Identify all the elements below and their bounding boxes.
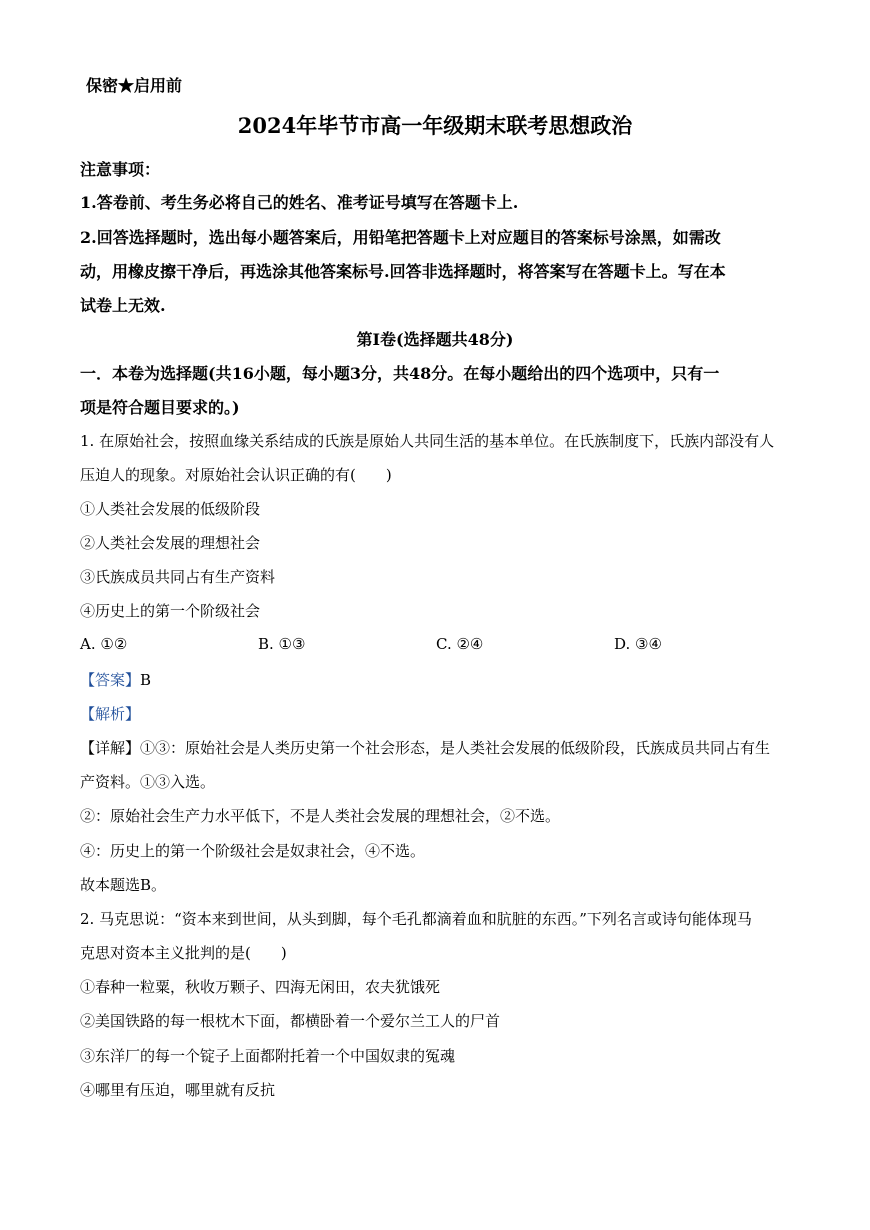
section-desc-line-2: 项是符合题目要求的。)	[80, 398, 240, 417]
answer-value: B	[140, 671, 152, 689]
notice-item-1: 1.答卷前、考生务必将自己的姓名、准考证号填写在答题卡上.	[80, 193, 519, 212]
q2-statement-2: ②美国铁路的每一根枕木下面，都横卧着一个爱尔兰工人的尸首	[80, 1012, 501, 1030]
q2-statement-3: ③东洋厂的每一个锭子上面都附托着一个中国奴隶的冤魂	[80, 1047, 456, 1065]
q2-stem-line-1: 2. 马克思说：“资本来到世间，从头到脚，每个毛孔都滴着血和肮脏的东西。”下列名言或诗句能体现马	[80, 910, 752, 928]
q1-stem-line-2: 压迫人的现象。对原始社会认识正确的有( )	[80, 466, 392, 484]
notice-heading: 注意事项：	[80, 160, 161, 179]
answer-tag: 【答案】	[80, 671, 141, 689]
q1-answer-line	[80, 669, 151, 690]
q1-statement-4: ④历史上的第一个阶级社会	[80, 602, 261, 620]
page-title: 2024年毕节市高一年级期末联考思想政治	[237, 113, 633, 138]
q2-statement-1: ①春种一粒粟，秋收万颗子、四海无闲田，农夫犹饿死	[80, 978, 441, 996]
q1-detail-line-1	[80, 737, 770, 758]
q1-option-a: A. ①②	[80, 635, 128, 653]
analysis-tag: 【解析】	[80, 705, 141, 723]
q1-detail-line-2: 产资料。①③入选。	[80, 773, 216, 791]
section-desc-line-1: 一．本卷为选择题(共16小题，每小题3分，共48分。在每小题给出的四个选项中，只有一	[80, 364, 720, 383]
q1-statement-1: ①人类社会发展的低级阶段	[80, 500, 261, 518]
q1-detail-line-3: ②：原始社会生产力水平低下，不是人类社会发展的理想社会，②不选。	[80, 807, 561, 825]
q2-statement-4: ④哪里有压迫，哪里就有反抗	[80, 1081, 276, 1099]
detail-tag: 【详解】	[80, 739, 141, 757]
q1-statement-3: ③氏族成员共同占有生产资料	[80, 568, 276, 586]
q2-stem-line-2: 克思对资本主义批判的是( )	[80, 944, 287, 962]
q1-option-b: B. ①③	[258, 635, 306, 653]
section-title: 第Ⅰ卷(选择题共48分)	[356, 330, 514, 349]
confidential-label: 保密★启用前	[86, 76, 183, 95]
q1-conclusion: 故本题选B。	[80, 876, 167, 894]
q1-stem-line-1: 1. 在原始社会，按照血缘关系结成的氏族是原始人共同生活的基本单位。在氏族制度下，氏族内部没有人	[80, 432, 775, 450]
notice-item-2-line-1: 2.回答选择题时，选出每小题答案后，用铅笔把答题卡上对应题目的答案标号涂黑，如需改	[80, 228, 721, 247]
q1-statement-2: ②人类社会发展的理想社会	[80, 534, 261, 552]
detail-text: ①③：原始社会是人类历史第一个社会形态，是人类社会发展的低级阶段，氏族成员共同占有生	[140, 739, 771, 757]
notice-item-2-line-3: 试卷上无效.	[80, 296, 166, 315]
q1-option-d: D. ③④	[614, 635, 662, 653]
q1-detail-line-4: ④：历史上的第一个阶级社会是奴隶社会，④不选。	[80, 842, 426, 860]
q1-option-c: C. ②④	[436, 635, 484, 653]
notice-item-2-line-2: 动，用橡皮擦干净后，再选涂其他答案标号.回答非选择题时，将答案写在答题卡上。写在本	[80, 262, 726, 281]
